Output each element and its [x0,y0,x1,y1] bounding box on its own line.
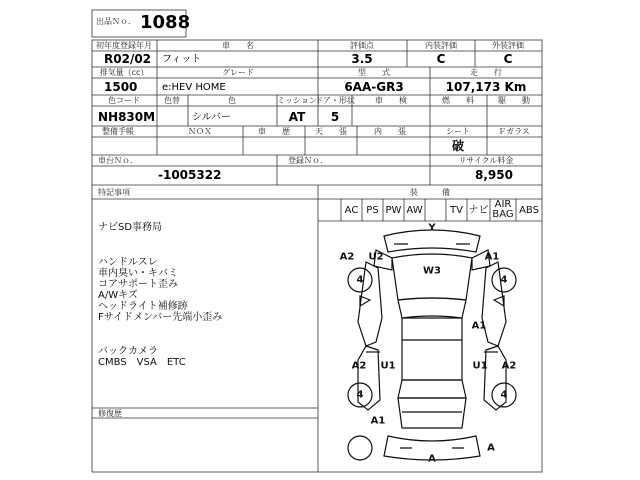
tire-spare [348,436,372,460]
car-rear-window [398,380,466,398]
car-name-label: 車 名 [222,41,254,50]
registration-number-label: 登録Ｎｏ． [288,156,328,165]
mark-fl-fender: A2 [339,251,355,263]
note-line-6: Fサイドメンバー先端小歪み [98,312,223,323]
recycle-fee-label: リサイクル料金 [458,156,514,165]
mark-tire-rl: 4 [356,389,364,401]
color-value: シルバー [192,112,232,123]
mark-fr-fender: A1 [484,251,500,263]
note-navi-sd: ナビSD事務局 [98,222,163,233]
lot-number: 1088 [140,12,191,33]
mark-tire-fl: 4 [356,274,364,286]
car-bonnet [392,254,472,300]
vehicle-history-label: 車 歴 [258,127,290,136]
mileage-label: 走 行 [470,68,502,77]
repair-history-heading: 修復歴 [98,409,122,418]
mark-tire-rr: 4 [500,389,508,401]
note-line-3: コアサポート歪み [98,279,178,290]
first-registration-label: 初年度登録年月 [96,41,152,50]
ceiling-label: 天 張 [315,127,347,136]
maintenance-record-label: 整備手帳 [102,127,134,136]
model-code-label: 型 式 [358,68,390,77]
note-line-2: 車内臭い・キバミ [98,268,178,279]
lot-number-label: 出品Ｎｏ． [96,17,136,26]
tires [348,265,516,460]
mark-rear-right: A [487,442,495,454]
mark-fl-upper: U2 [368,251,384,263]
mark-right-rear-door-2: A2 [501,360,517,372]
car-roof [402,318,462,380]
color-code-value: NH830M [98,110,156,124]
displacement-value: 1500 [104,80,138,94]
chassis-number-label: 車台Ｎｏ． [98,156,138,165]
drive-label: 駆 動 [498,96,530,105]
mark-front-center: Y [428,222,436,234]
mark-right-rear-door: U1 [472,360,488,372]
interior-trim-label: 内 張 [374,127,406,136]
first-registration-value: R02/02 [104,52,152,66]
car-windshield [398,298,466,318]
special-notes-heading: 特記事項 [98,188,130,197]
mark-bonnet: W3 [423,265,441,277]
mark-rear-left: A1 [370,415,386,427]
note-line-1: ハンドルスレ [98,257,158,268]
equip-ps: PS [366,205,379,216]
note-line-5: ヘッドライト補修跡 [98,301,188,312]
inspection-label: 車 検 [375,96,407,105]
nox-label: ＮＯＸ [188,127,212,136]
model-code-value: 6AA-GR3 [344,80,404,94]
grade-value: e:HEV HOME [162,82,226,93]
seat-label: シート [446,127,470,136]
mark-left-rear-door-2: U1 [380,360,396,372]
mark-left-rear-door: A2 [351,360,367,372]
equip-abs: ABS [519,205,539,216]
displacement-label: 排気量（cc） [99,68,149,77]
grade-label: グレード [222,68,254,77]
fuel-label: 燃 料 [442,96,474,105]
chassis-number-value: -1005322 [158,168,222,182]
mark-tire-fr: 4 [500,274,508,286]
doors-label: ドア・形状 [315,96,355,105]
repaint-label: 色替 [164,96,180,105]
transmission-value: AT [288,110,306,124]
equip-navi: ナビ [468,205,489,216]
note-line-4: A/Wキズ [98,290,138,301]
equip-pw: PW [385,205,402,216]
score-label: 評価点 [350,41,374,50]
mileage-value: 107,173 Km [445,80,527,94]
note-safety-features: CMBS VSA ETC [98,357,186,368]
note-back-camera: バックカメラ [98,346,158,357]
equipment-heading: 装 備 [410,188,450,197]
transmission-label: ミッション [277,96,317,105]
color-code-label: 色コード [108,96,140,105]
equip-tv: TV [450,205,463,216]
exterior-grade-value: C [503,52,513,66]
car-name-value: フィット [162,54,202,65]
recycle-fee-value: 8,950 [475,168,513,182]
exterior-grade-label: 外装評価 [492,41,524,50]
equip-airbag: AIR BAG [492,199,514,220]
seat-value: 破 [451,139,465,153]
color-label: 色 [228,96,236,105]
equip-ac: AC [344,205,359,216]
score-value: 3.5 [351,52,373,66]
front-glass-label: Ｆガラス [498,127,530,136]
car-tailgate [398,398,466,428]
interior-grade-value: C [436,52,446,66]
interior-grade-label: 内装評価 [425,41,457,50]
mark-rear-bumper: A [428,453,436,465]
mark-right-side: A1 [471,320,487,332]
equip-aw: AW [406,205,423,216]
doors-value: 5 [330,110,340,124]
